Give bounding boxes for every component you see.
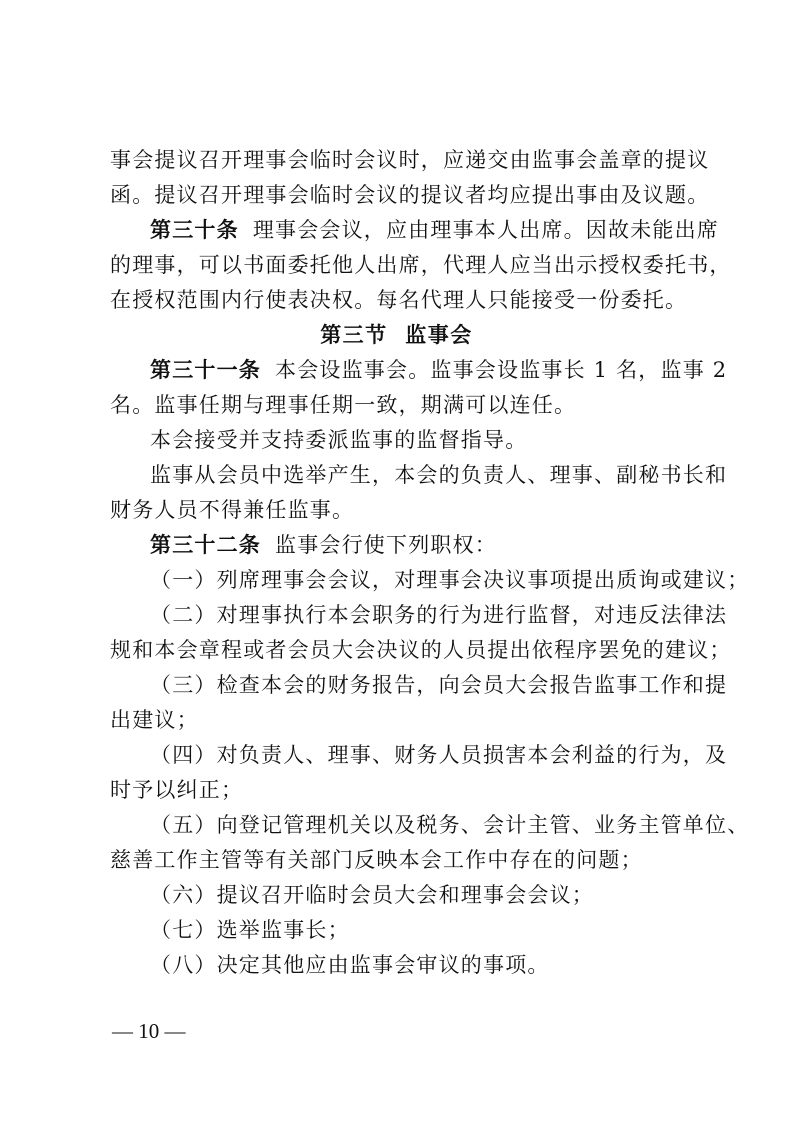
paragraph-line: 事会提议召开理事会临时会议时，应递交由监事会盖章的提议: [110, 148, 710, 172]
paragraph-line: 本会接受并支持委派监事的监督指导。: [150, 428, 528, 452]
list-item: （六）提议召开临时会员大会和理事会会议；: [150, 883, 594, 907]
paragraph-line: 名。监事任期与理事任期一致，期满可以连任。: [110, 393, 577, 417]
paragraph-line: 在授权范围内行使表决权。每名代理人只能接受一份委托。: [110, 288, 688, 312]
list-item: （五）向登记管理机关以及税务、会计主管、业务主管单位、: [150, 813, 750, 837]
article-31-line: [150, 355, 728, 385]
article-32-text: 监事会行使下列职权：: [275, 533, 497, 557]
article-32-line: [150, 530, 700, 560]
article-30-label: 第三十条: [150, 217, 239, 242]
paragraph-line: 的理事，可以书面委托他人出席，代理人应当出示授权委托书，: [110, 253, 732, 277]
list-item: （一）列席理事会会议，对理事会决议事项提出质询或建议；: [150, 568, 750, 592]
paragraph-line: 监事从会员中选举产生，本会的负责人、理事、副秘书长和: [150, 463, 728, 487]
list-item: （八）决定其他应由监事会审议的事项。: [150, 953, 550, 977]
section-heading: 第三节 监事会: [320, 322, 473, 347]
list-item-continuation: 规和本会章程或者会员大会决议的人员提出依程序罢免的建议；: [110, 638, 732, 662]
list-item-continuation: 慈善工作主管等有关部门反映本会工作中存在的问题；: [110, 848, 643, 872]
list-item: （三）检查本会的财务报告，向会员大会报告监事工作和提: [150, 673, 728, 697]
list-item: （七）选举监事长；: [150, 918, 350, 942]
paragraph-line: 函。提议召开理事会临时会议的提议者均应提出事由及议题。: [110, 183, 710, 207]
article-30-text: 理事会会议，应由理事本人出席。因故未能出席: [252, 218, 720, 242]
article-31-text: 本会设监事会。监事会设监事长 1 名，监事 2: [275, 358, 728, 382]
paragraph-line: 财务人员不得兼任监事。: [110, 498, 355, 522]
list-item: （二）对理事执行本会职务的行为进行监督，对违反法律法: [150, 603, 728, 627]
article-32-label: 第三十二条: [150, 532, 261, 557]
article-31-label: 第三十一条: [150, 357, 261, 382]
page-number: — 10 —: [112, 1019, 186, 1043]
article-30-line: [150, 215, 720, 245]
list-item: （四）对负责人、理事、财务人员损害本会利益的行为，及: [150, 743, 728, 767]
list-item-continuation: 时予以纠正；: [110, 778, 244, 802]
list-item-continuation: 出建议；: [110, 708, 199, 732]
